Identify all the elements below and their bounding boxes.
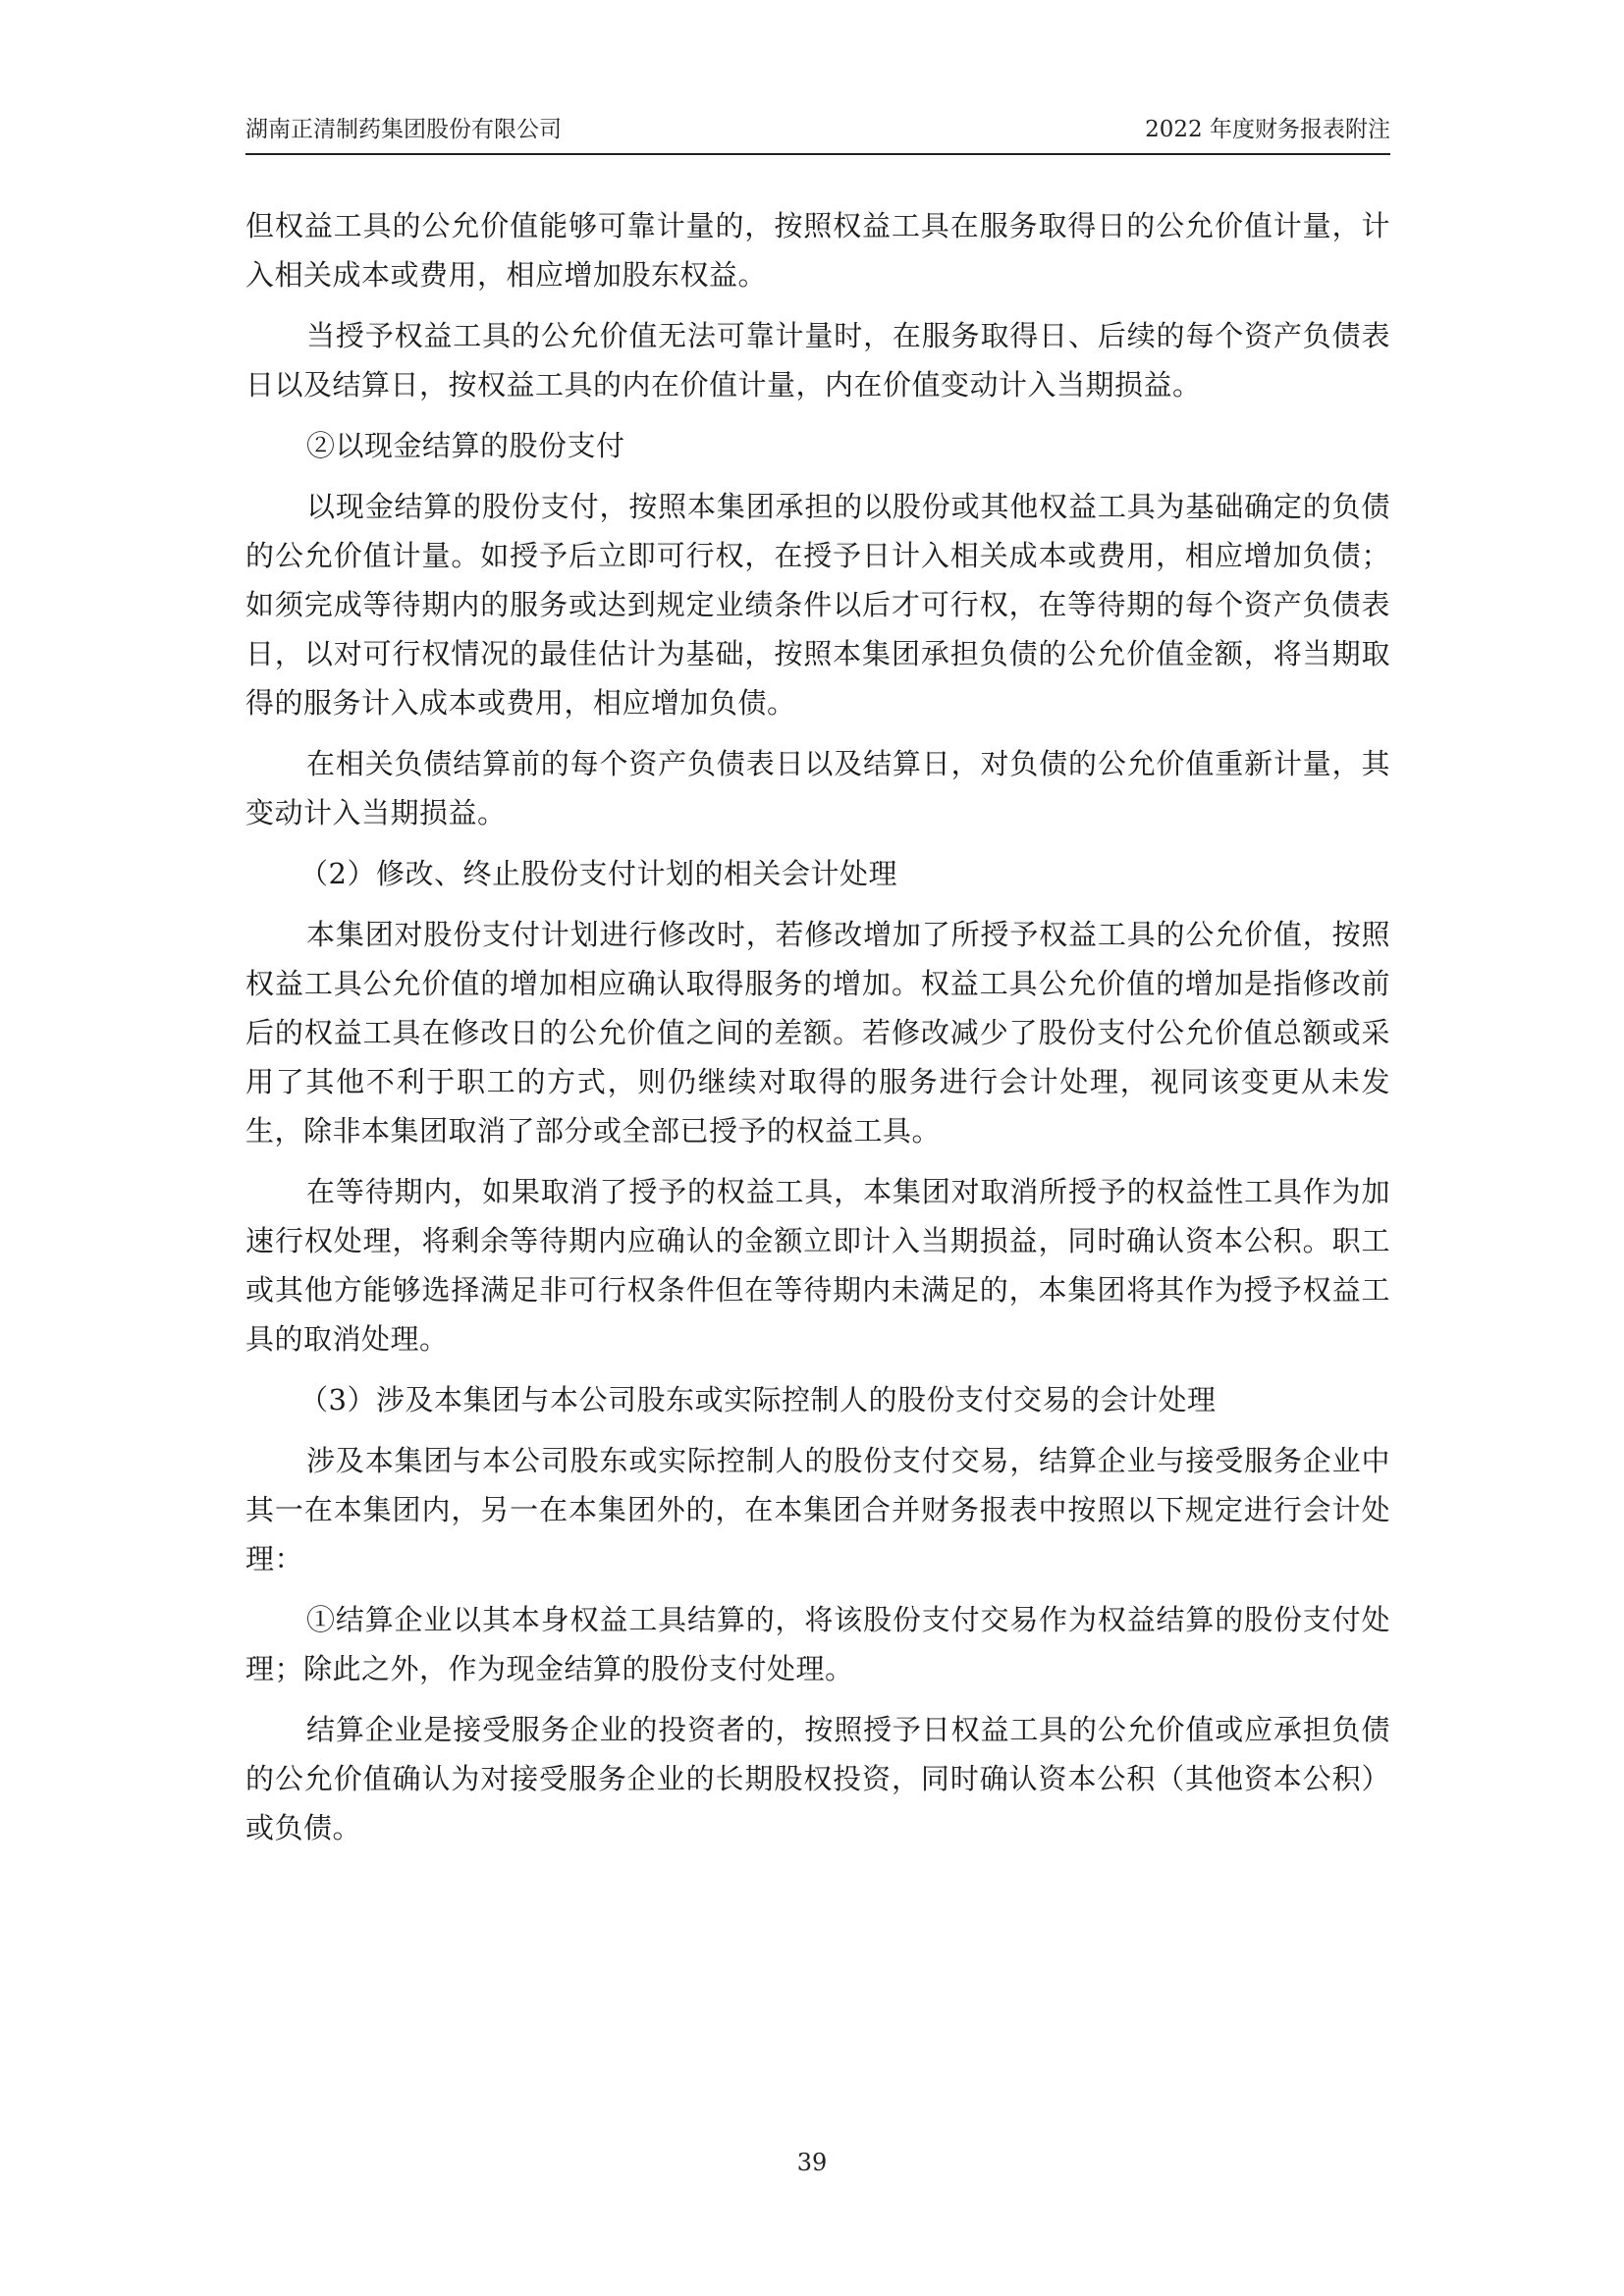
paragraph-modification: 本集团对股份支付计划进行修改时，若修改增加了所授予权益工具的公允价值，按照权益工具公允价值的增加相应确认取得服务的增加。权益工具公允价值的增加是指修改前后的权益工具在修改日的公允价值之间的差额。若修改减少了股份支付公允价值总额或采用了其他不利于职工的方式，则仍继续对取得的服务进行会计处理，视同该变更从未发生，除非本集团取消了部分或全部已授予的权益工具。 bbox=[245, 918, 1390, 1148]
paragraph-investor-settlement: 结算企业是接受服务企业的投资者的，按照授予日权益工具的公允价值或应承担负债的公允价值确认为对接受服务企业的长期股权投资，同时确认资本公积（其他资本公积）或负债。 bbox=[245, 1713, 1390, 1844]
paragraph-intrinsic-value: 当授予权益工具的公允价值无法可靠计量时，在服务取得日、后续的每个资产负债表日以及结算日，按权益工具的内在价值计量，内在价值变动计入当期损益。 bbox=[245, 319, 1390, 401]
paragraph-remeasurement: 在相关负债结算前的每个资产负债表日以及结算日，对负债的公允价值重新计量，其变动计入当期损益。 bbox=[245, 747, 1390, 829]
paragraph-cash-settled: 以现金结算的股份支付，按照本集团承担的以股份或其他权益工具为基础确定的负债的公允价值计量。如授予后立即可行权，在授予日计入相关成本或费用，相应增加负债；如须完成等待期内的服务或达到规定业绩条件以后才可行权，在等待期的每个资产负债表日，以对可行权情况的最佳估计为基础，按照本集团承担负债的公允价值金额，将当期取得的服务计入成本或费用，相应增加负债。 bbox=[245, 490, 1390, 720]
document-body bbox=[245, 201, 1390, 1864]
section-heading-shareholder-transactions: （3）涉及本集团与本公司股东或实际控制人的股份支付交易的会计处理 bbox=[299, 1383, 1217, 1416]
paragraph-shareholder-transactions: 涉及本集团与本公司股东或实际控制人的股份支付交易，结算企业与接受服务企业中其一在本集团内，另一在本集团外的，在本集团合并财务报表中按照以下规定进行会计处理： bbox=[245, 1444, 1390, 1575]
page-number: 39 bbox=[796, 2149, 828, 2176]
paragraph-cancellation: 在等待期内，如果取消了授予的权益工具，本集团对取消所授予的权益性工具作为加速行权处理，将剩余等待期内应确认的金额立即计入当期损益，同时确认资本公积。职工或其他方能够选择满足非可行权条件但在等待期内未满足的，本集团将其作为授予权益工具的取消处理。 bbox=[245, 1175, 1390, 1356]
section-heading-modification: （2）修改、终止股份支付计划的相关会计处理 bbox=[299, 857, 897, 890]
subheading-cash-settled: ②以现金结算的股份支付 bbox=[306, 429, 625, 462]
paragraph-own-equity-settlement: ①结算企业以其本身权益工具结算的，将该股份支付交易作为权益结算的股份支付处理；除此之外，作为现金结算的股份支付处理。 bbox=[245, 1603, 1390, 1685]
page-header bbox=[245, 110, 1390, 155]
paragraph-continuation: 但权益工具的公允价值能够可靠计量的，按照权益工具在服务取得日的公允价值计量，计入相关成本或费用，相应增加股东权益。 bbox=[245, 209, 1390, 292]
header-report-title: 2022 年度财务报表附注 bbox=[1145, 117, 1390, 142]
header-company-name: 湖南正清制药集团股份有限公司 bbox=[245, 117, 562, 142]
